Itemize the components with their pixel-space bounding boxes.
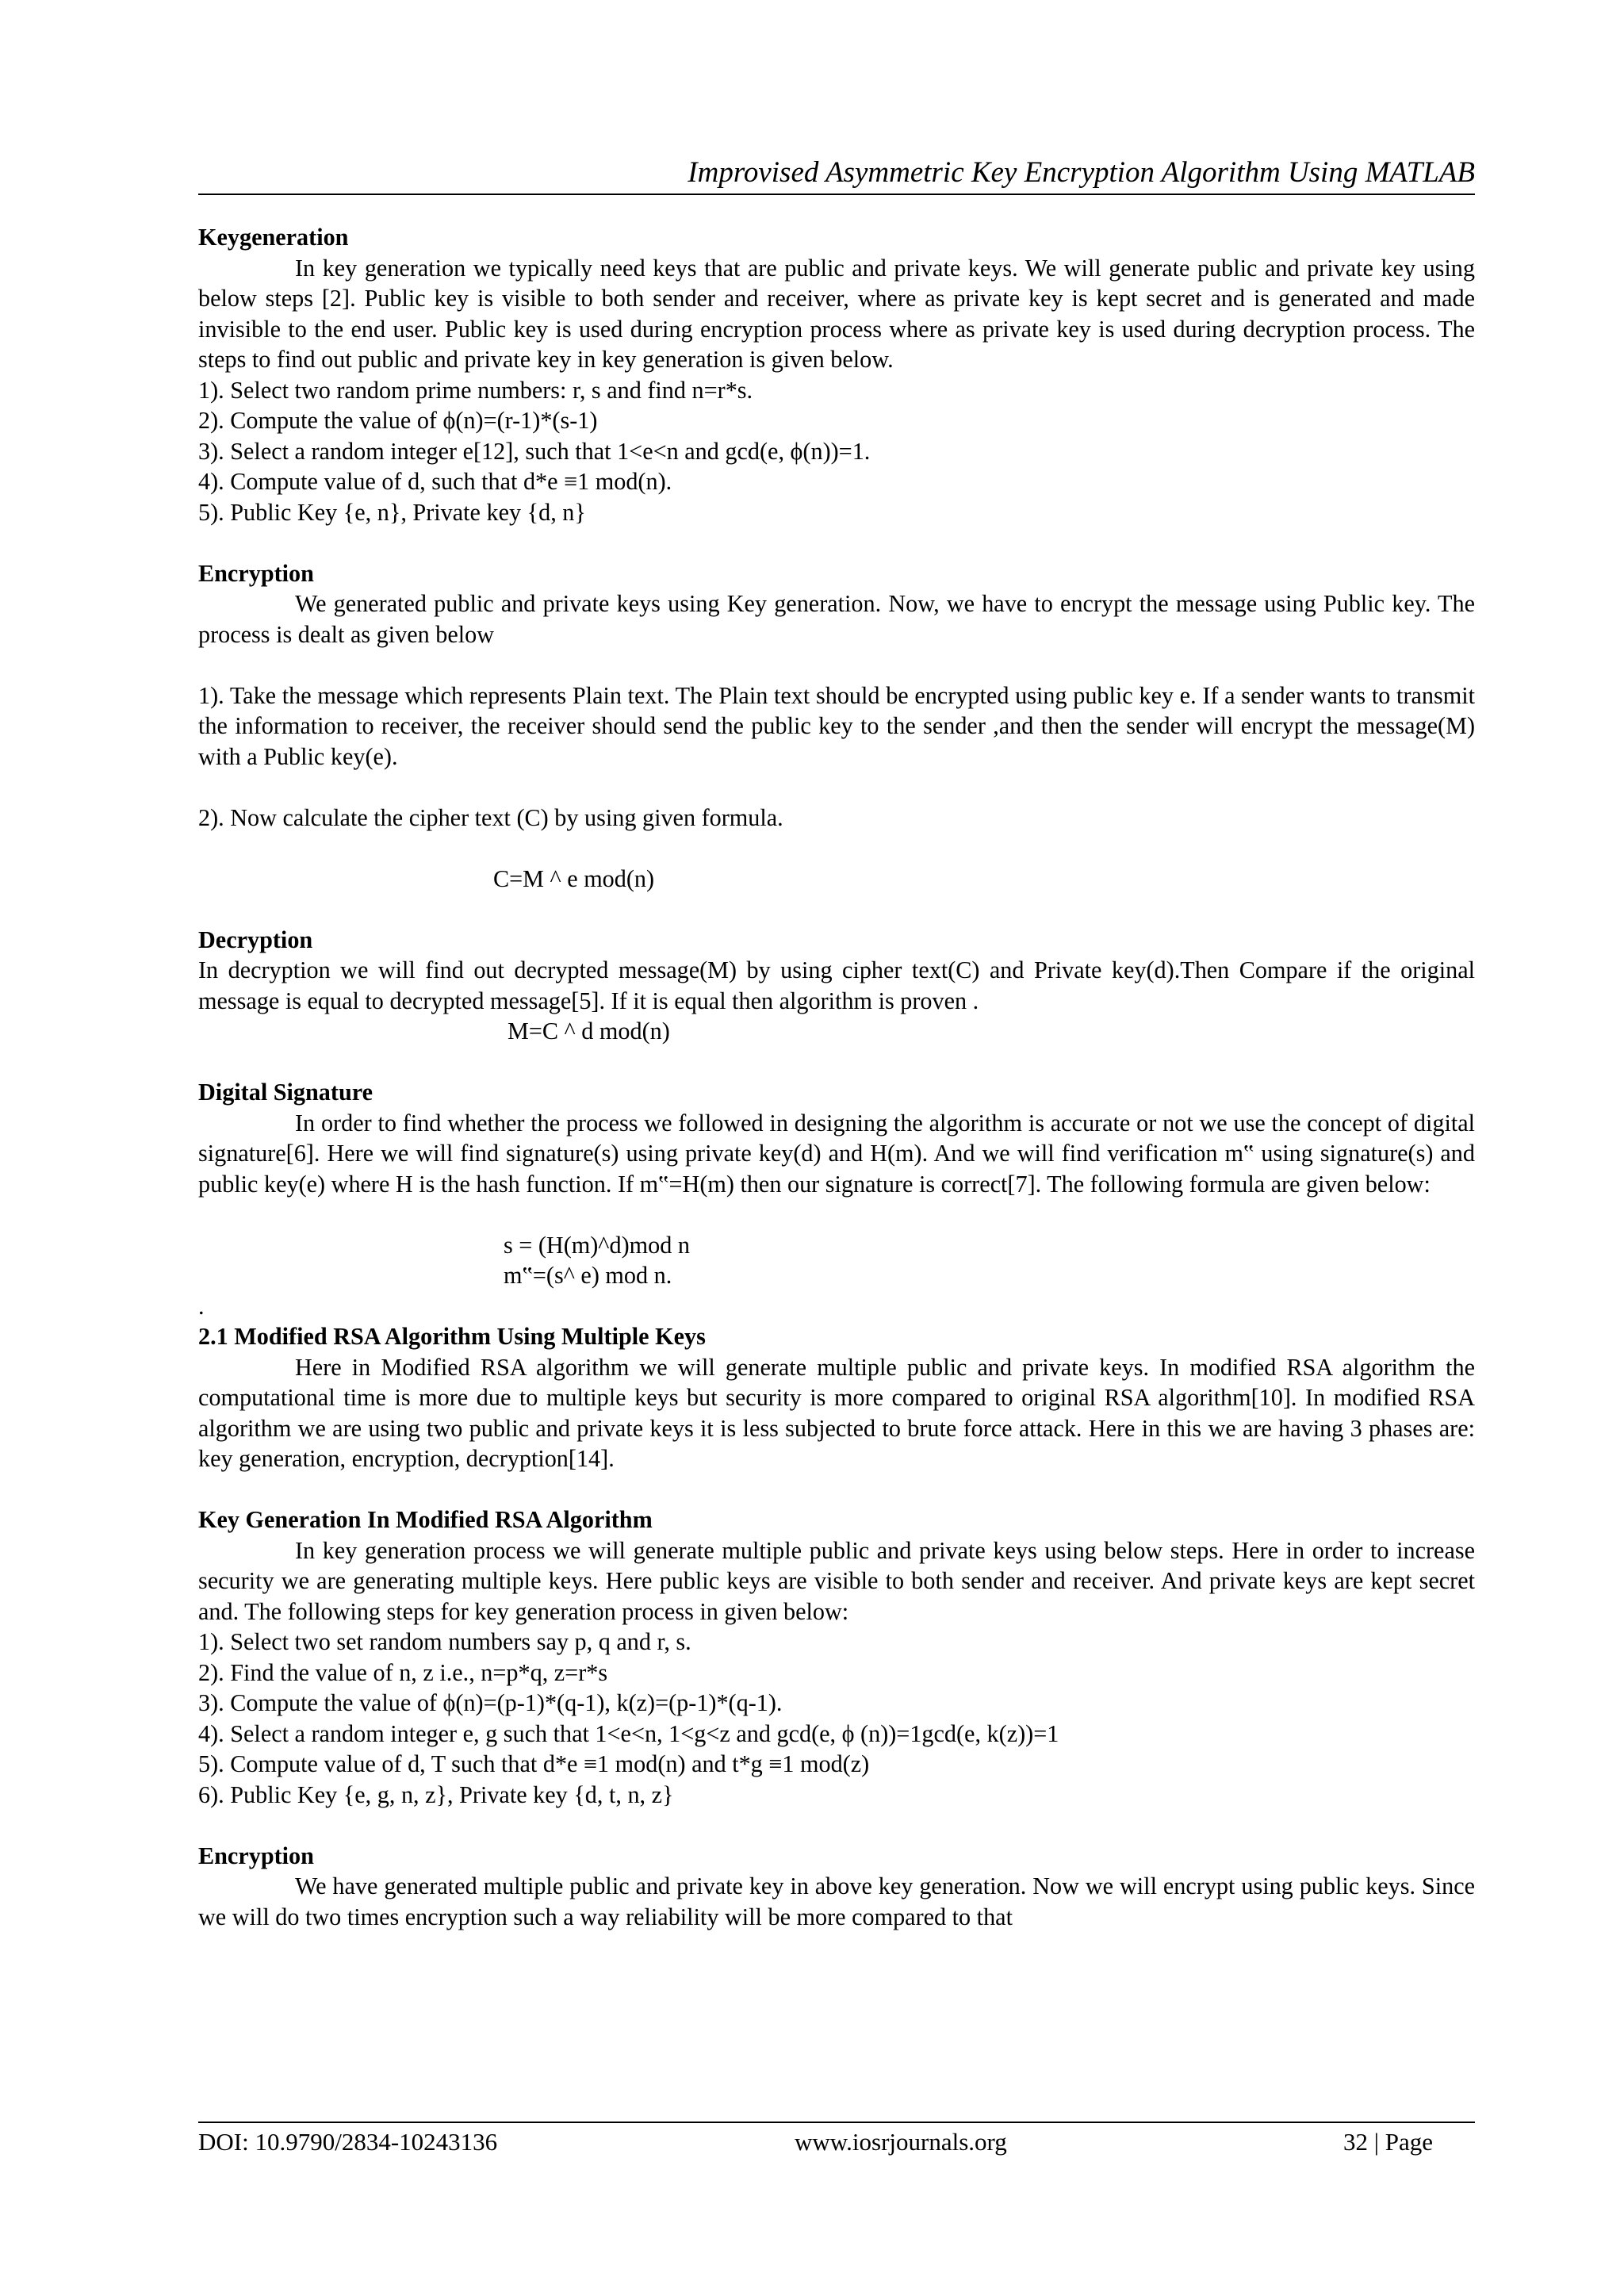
formula-verification: m‟=(s^ e) mod n. [504,1262,672,1289]
spacer [198,650,1475,680]
encryption-step-2: 2). Now calculate the cipher text (C) by using given formula. [198,803,783,831]
paragraph-modified-rsa: Here in Modified RSA algorithm we will generate multiple public and private keys. In modified RSA algorithm the computational time is more due to multiple keys but security is more compared to original RSA algorithm[10]. In modified RSA algorithm we are using two public and private keys it is less subjected to brute force attack. Here in this we are having 3 phases are: key generation, encryption, decryption[14]. [198,1353,1475,1472]
spacer [198,894,1475,925]
modkeygen-step: 6). Public Key {e, g, n, z}, Private key {d, t, n, z} [198,1780,674,1808]
heading-digital-signature: Digital Signature [198,1079,373,1106]
paragraph-modified-encryption: We have generated multiple public and private key in above key generation. Now we will encrypt using public keys. Since we will do two times encryption such a way reliability will be more compared to that [198,1872,1475,1930]
footer-page-number: 32 | Page [1343,2128,1433,2156]
section-keygeneration [198,222,1475,527]
section-encryption [198,558,1475,895]
page-footer [198,2126,1475,2158]
paragraph-keygeneration: In key generation we typically need keys that are public and private keys. We will generate public and private key using below steps [2]. Public key is visible to both sender and receiver, where as private key is kept secret and is generated and made invisible to the end user. Public key is used during encryption process where as private key is used during decryption process. The steps to find out public and private key in key generation is given below. [198,254,1475,373]
paragraph-encryption: We generated public and private keys using Key generation. Now, we have to encrypt the message using Public key. The process is dealt as given below [198,590,1475,648]
spacer [198,1047,1475,1078]
modkeygen-step: 3). Compute the value of ϕ(n)=(p-1)*(q-1), k(z)=(p-1)*(q-1). [198,1689,783,1716]
paragraph-modified-keygen: In key generation process we will generate multiple public and private keys using below steps. Here in order to increase security we are generating multiple keys. Here public keys are visible to both sender and receiver. And private keys are kept secret and. The following steps for key generation process in given below: [198,1536,1475,1625]
section-modified-encryption [198,1841,1475,1933]
spacer [198,1474,1475,1505]
heading-decryption: Decryption [198,926,313,953]
paragraph-digital-signature: In order to find whether the process we followed in designing the algorithm is accurate or not we use the concept of digital signature[6]. Here we will find signature(s) using private key(d) and H(m). And we will find verification m‟ using signature(s) and public key(e) where H is the hash function. If m‟=H(m) then our signature is correct[7]. The following formula are given below: [198,1109,1475,1198]
paragraph-decryption: In decryption we will find out decrypted message(M) by using cipher text(C) and Private key(d).Then Compare if the original message is equal to decrypted message[5]. If it is equal then algorithm is proven . [198,956,1475,1014]
header-rule [198,194,1475,195]
encryption-step-1: 1). Take the message which represents Plain text. The Plain text should be encrypted using public key e. If a sender wants to transmit the information to receiver, the receiver should send the public key to the sender ,and then the sender will encrypt the message(M) with a Public key(e). [198,681,1475,770]
heading-modified-rsa: 2.1 Modified RSA Algorithm Using Multiple Keys [198,1323,706,1350]
section-digital-signature [198,1077,1475,1321]
section-modified-rsa [198,1321,1475,1474]
formula-encryption: C=M ^ e mod(n) [493,864,655,892]
section-decryption [198,925,1475,1047]
footer-rule [198,2122,1475,2123]
spacer [198,833,1475,864]
heading-keygeneration: Keygeneration [198,224,349,251]
heading-modified-keygen: Key Generation In Modified RSA Algorithm [198,1506,653,1533]
footer-doi: DOI: 10.9790/2834-10243136 [198,2128,498,2156]
keygen-step: 5). Public Key {e, n}, Private key {d, n} [198,498,586,526]
keygen-step: 3). Select a random integer e[12], such that 1<e<n and gcd(e, ϕ(n))=1. [198,437,871,465]
running-header: Improvised Asymmetric Key Encryption Algorithm Using MATLAB [688,156,1475,189]
keygen-step: 1). Select two random prime numbers: r, s and find n=r*s. [198,376,753,404]
heading-modified-encryption: Encryption [198,1842,314,1869]
spacer [198,527,1475,558]
section-modified-keygen [198,1504,1475,1810]
modkeygen-step: 5). Compute value of d, T such that d*e ≡1 mod(n) and t*g ≡1 mod(z) [198,1750,870,1777]
keygen-step: 2). Compute the value of ϕ(n)=(r-1)*(s-1) [198,407,598,434]
spacer [198,1810,1475,1841]
page-body [198,222,1475,1932]
keygen-step: 4). Compute value of d, such that d*e ≡1 mod(n). [198,468,672,495]
footer-website: www.iosrjournals.org [795,2128,1007,2156]
formula-decryption: M=C ^ d mod(n) [508,1018,670,1045]
spacer [198,772,1475,803]
modkeygen-step: 1). Select two set random numbers say p, q and r, s. [198,1628,691,1655]
heading-encryption: Encryption [198,559,314,587]
formula-signature: s = (H(m)^d)mod n [504,1231,690,1259]
stray-period: . [198,1292,205,1320]
modkeygen-step: 2). Find the value of n, z i.e., n=p*q, z=r*s [198,1658,608,1686]
spacer [198,1199,1475,1230]
modkeygen-step: 4). Select a random integer e, g such that 1<e<n, 1<g<z and gcd(e, ϕ (n))=1gcd(e, k(z))=1 [198,1719,1059,1747]
